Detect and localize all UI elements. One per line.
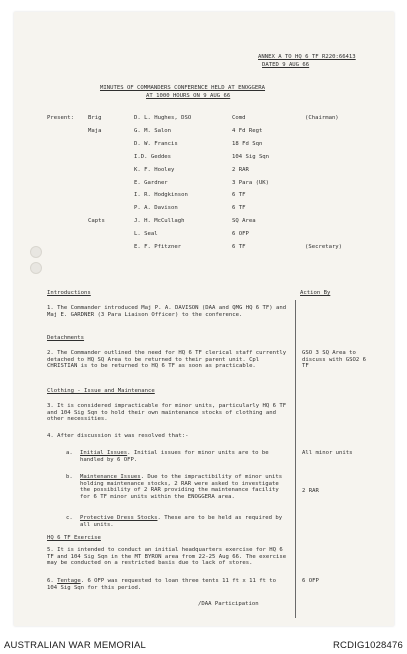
attendee-rank: Maja [88, 127, 102, 134]
paragraph-3: 3. It is considered impracticable for minor units, particularly HQ 6 TF and 104 Sig Sqn to hold their own maintenance stocks of clothing and other necessities. [47, 403, 287, 423]
action-column-divider [295, 300, 296, 618]
action-paragraph-2: GSO 3 SQ Area to discuss with GSO2 6 TF [302, 350, 366, 370]
attendee-role: (Chairman) [305, 115, 339, 121]
item-b-heading: Maintenance Issues [80, 474, 141, 480]
attendee-unit: 104 Sig Sqn [232, 153, 270, 160]
attendee-unit: 6 TF [232, 244, 246, 250]
attendee-unit: SQ Area [232, 218, 256, 225]
attendee-unit: 4 Fd Regt [232, 127, 263, 134]
section-exercise: HQ 6 TF Exercise [47, 535, 101, 541]
attendee-name: P. A. Davison [134, 205, 178, 212]
action-item-a: All minor units [302, 450, 353, 456]
attendee-unit: 6 OFP [232, 231, 249, 238]
section-detachments: Detachments [47, 335, 85, 341]
item-b-marker: b. [66, 474, 73, 480]
attendee-role: (Secretary) [305, 244, 343, 250]
attendee-name: J. H. McCullagh [134, 218, 185, 225]
attendee-name: E. Gardner [134, 179, 168, 186]
attendee-name: D. W. Francis [134, 140, 178, 147]
paragraph-5: 5. It is intended to conduct an initial headquarters exercise for HQ 6 TF and 104 Sig Sqn in the MT BYRON area from 22-25 Aug 66. The exercise may be conducted on a restricted basis due to lack of stores. [47, 547, 287, 567]
punch-hole-top [30, 246, 42, 258]
document-page [14, 12, 394, 626]
annex-reference: ANNEX A TO HQ 6 TF R220:66413 [258, 54, 356, 60]
page-title: MINUTES OF COMMANDERS CONFERENCE HELD AT ENOGGERA [100, 85, 266, 91]
item-c-heading: Protective Dress Stocks [80, 515, 158, 521]
action-paragraph-6: 6 OFP [302, 578, 319, 584]
item-a: Initial Issues. Initial issues for minor units are to be handled by 6 OFP. [80, 450, 269, 463]
paragraph-1: 1. The Commander introduced Maj P. A. DAVISON (DAA and QMG HQ 6 TF) and Maj E. GARDNER (3 Para Liaison Officer) to the conference. [47, 305, 287, 318]
action-item-b: 2 RAR [302, 488, 319, 494]
item-a-heading: Initial Issues [80, 450, 128, 456]
attendee-name: G. M. Salon [134, 127, 172, 134]
paragraph-6: 6. Tentage. 6 OFP was requested to loan three tents 11 ft x 11 ft to 104 Sig Sqn for this period. [47, 578, 277, 591]
attendee-name: I. R. Hodgkinson [134, 192, 188, 199]
attendee-name: E. F. Pfitzner [134, 244, 182, 250]
item-b-text: Due to the impractibility of minor units holding maintenance stocks, 2 RAR were asked to investigate the possibility of 2 RAR providing the maintenance facility for 6 TF minor units within the ENOGGERA area. [80, 474, 283, 500]
paragraph-2: 2. The Commander outlined the need for HQ 6 TF clerical staff currently detached to HQ SQ Area to be returned to their parent unit. Cpl CHRISTIAN is to be returned to HQ 6 TF as soon as practicable. [47, 350, 287, 370]
page-subtitle: AT 1000 HOURS ON 9 AUG 66 [146, 93, 231, 99]
action-by-header: Action By [300, 290, 331, 296]
attendee-rank: Capts [88, 218, 105, 225]
item-b: Maintenance Issues. Due to the impractibility of minor units holding maintenance stocks, 2 RAR were asked to investigate the possibility of 2 RAR providing the maintenance facility for 6 TF minor units within the ENOGGERA area. [80, 474, 283, 500]
attendee-rank: Brig [88, 115, 102, 121]
footer-record-id: RCDIG1028476 [333, 640, 403, 651]
attendee-name: L. Seal [134, 231, 158, 238]
attendee-name: I.D. Geddes [134, 153, 172, 160]
paragraph-6-text: 6 OFP was requested to loan three tents 11 ft x 11 ft to 104 Sig Sqn for this period. [47, 578, 277, 591]
item-c-text: These are to be held as required by all units. [80, 515, 283, 528]
paragraph-6-heading: Tentage [57, 578, 81, 584]
punch-hole-bottom [30, 262, 42, 274]
section-introductions: Introductions [47, 290, 91, 296]
attendee-unit: 18 Fd Sqn [232, 140, 263, 147]
continuation-marker: /DAA Participation [198, 601, 259, 607]
attendee-unit: 6 TF [232, 205, 246, 212]
item-c: Protective Dress Stocks. These are to be held as required by all units. [80, 515, 283, 528]
attendee-name: D. L. Hughes, DSO [134, 115, 192, 121]
attendee-unit: Comd [232, 115, 246, 121]
footer-source: AUSTRALIAN WAR MEMORIAL [4, 640, 147, 651]
attendee-name: K. F. Hooley [134, 166, 175, 173]
item-a-marker: a. [66, 450, 73, 456]
item-c-marker: c. [66, 515, 73, 521]
dated-line: DATED 9 AUG 66 [262, 62, 310, 68]
present-label: Present: [47, 115, 74, 121]
paragraph-4: 4. After discussion it was resolved that:- [47, 433, 189, 439]
attendee-unit: 3 Para (UK) [232, 179, 270, 186]
item-a-text: Initial issues for minor units are to be handled by 6 OFP. [80, 450, 269, 463]
section-clothing: Clothing - Issue and Maintenance [47, 388, 155, 394]
attendee-unit: 2 RAR [232, 166, 249, 173]
attendee-unit: 6 TF [232, 192, 246, 199]
